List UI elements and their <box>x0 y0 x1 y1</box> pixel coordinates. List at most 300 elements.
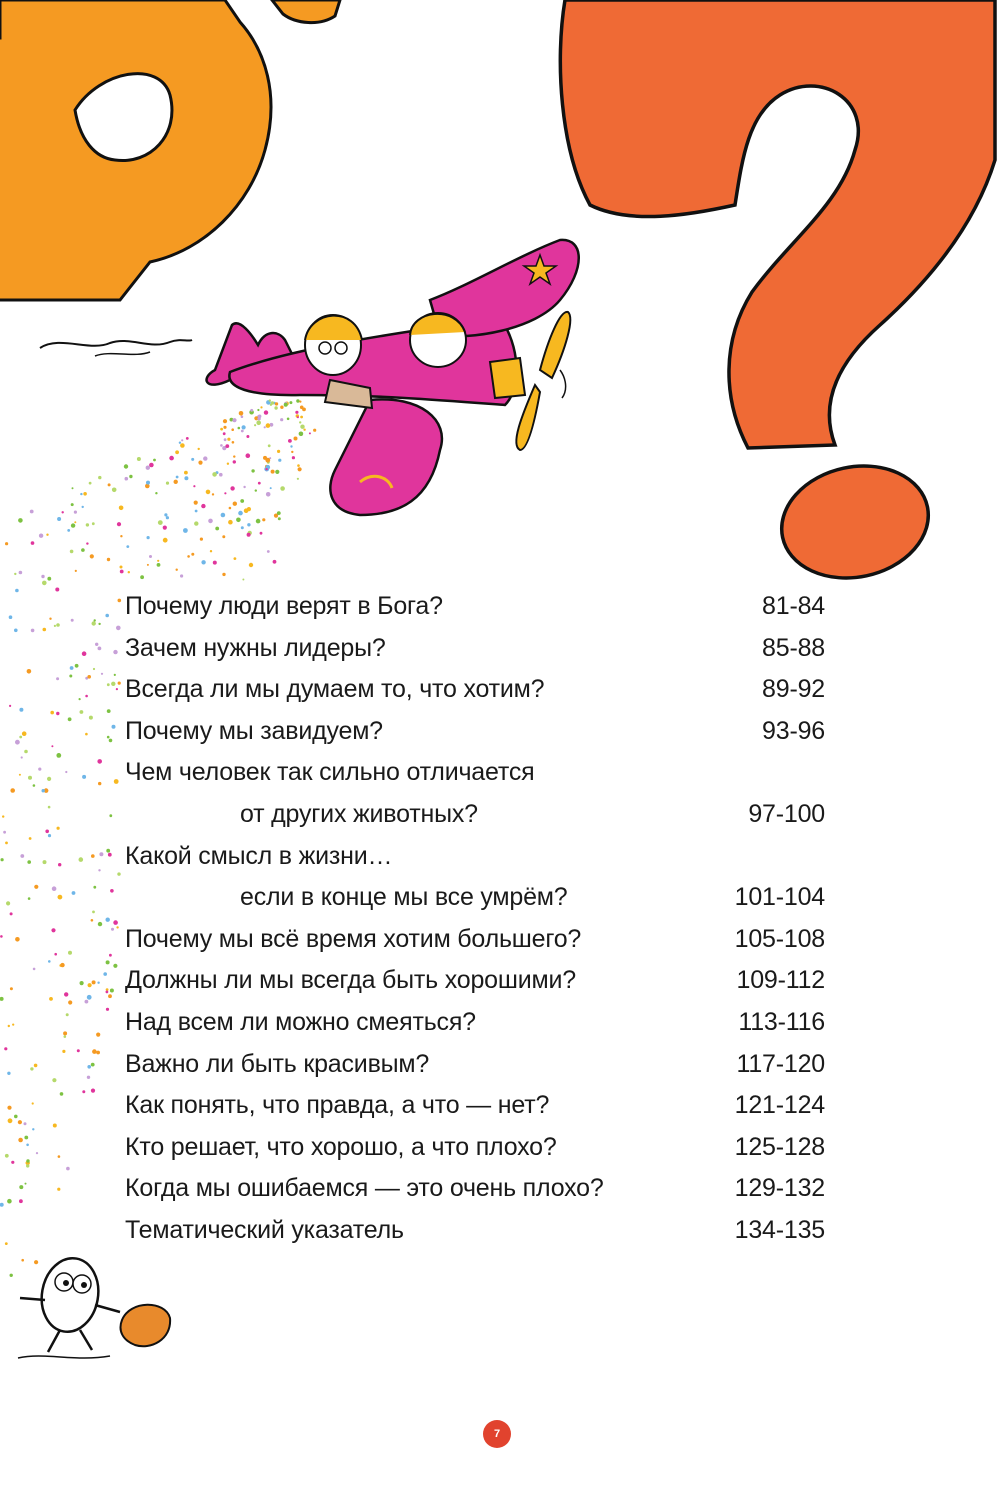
confetti-dot <box>26 1144 29 1147</box>
confetti-dot <box>33 784 36 787</box>
confetti-dot <box>201 504 205 508</box>
confetti-dot <box>47 777 51 781</box>
confetti-dot <box>30 1067 33 1070</box>
confetti-dot <box>257 415 260 418</box>
confetti-dot <box>42 581 47 586</box>
confetti-dot <box>75 570 77 572</box>
confetti-dot <box>118 599 122 603</box>
confetti-dot <box>313 429 316 432</box>
confetti-dot <box>233 460 236 463</box>
confetti-dot <box>72 891 76 895</box>
confetti-dot <box>146 481 150 485</box>
confetti-dot <box>34 885 38 889</box>
confetti-dot <box>288 439 292 443</box>
confetti-dot <box>299 421 301 423</box>
question-mark-icon <box>0 0 340 300</box>
confetti-dot <box>220 444 223 447</box>
toc-entry-continuation: если в конце мы все умрём? <box>240 883 568 912</box>
confetti-dot <box>4 1047 7 1050</box>
confetti-dot <box>30 510 34 514</box>
confetti-dot <box>9 705 11 707</box>
confetti-dot <box>96 1051 100 1055</box>
confetti-dot <box>234 557 237 560</box>
confetti-dot <box>230 418 234 422</box>
confetti-dot <box>231 428 234 431</box>
confetti-dot <box>27 860 31 864</box>
toc-entry <box>125 1127 825 1169</box>
confetti-dot <box>176 476 179 479</box>
confetti-dot <box>264 410 268 414</box>
confetti-dot <box>91 854 95 858</box>
confetti-dot <box>66 1013 69 1016</box>
confetti-dot <box>300 416 303 419</box>
toc-entry <box>125 1002 825 1044</box>
confetti-dot <box>69 675 72 678</box>
confetti-dot <box>155 492 157 494</box>
confetti-dot <box>91 1089 95 1093</box>
confetti-dot <box>275 402 278 405</box>
confetti-dot <box>6 901 10 905</box>
confetti-dot <box>270 404 272 406</box>
confetti-dot <box>264 426 266 428</box>
confetti-dot <box>56 677 59 680</box>
confetti-dot <box>88 983 92 987</box>
confetti-dot <box>33 968 36 971</box>
confetti-dot <box>266 423 271 428</box>
confetti-dot <box>166 482 169 485</box>
confetti-dot <box>80 710 84 714</box>
confetti-dot <box>71 523 75 527</box>
confetti-dot <box>87 675 91 679</box>
confetti-dot <box>63 1031 67 1035</box>
confetti-dot <box>222 535 225 538</box>
confetti-dot <box>241 526 244 529</box>
confetti-dot <box>92 911 95 914</box>
confetti-dot <box>2 815 4 817</box>
confetti-dot <box>263 456 267 460</box>
confetti-dot <box>7 1106 11 1110</box>
toc-entry-title: Всегда ли мы думаем то, что хотим? <box>125 675 545 704</box>
toc-entry <box>125 960 825 1002</box>
confetti-dot <box>201 560 205 564</box>
confetti-dot <box>106 991 109 994</box>
confetti-dot <box>45 830 49 834</box>
toc-entry <box>125 1085 825 1127</box>
confetti-dot <box>47 577 51 581</box>
confetti-dot <box>106 918 110 922</box>
confetti-dot <box>32 1102 34 1104</box>
confetti-dot <box>260 406 262 408</box>
toc-entry-pages: 101-104 <box>734 883 825 912</box>
confetti-dot <box>181 439 183 441</box>
confetti-dot <box>3 831 6 834</box>
confetti-dot <box>258 482 261 485</box>
confetti-dot <box>244 508 249 513</box>
confetti-dot <box>198 448 200 450</box>
confetti-dot <box>58 1155 61 1158</box>
confetti-dot <box>232 441 235 444</box>
confetti-dot <box>140 575 144 579</box>
toc-entry-pages: 85-88 <box>762 633 825 662</box>
confetti-dot <box>46 534 48 536</box>
confetti-dot <box>112 725 116 729</box>
confetti-dot <box>8 1025 10 1027</box>
confetti-dot <box>203 456 207 460</box>
confetti-dot <box>247 507 251 511</box>
toc-entry-pages: 93-96 <box>762 716 825 745</box>
confetti-dot <box>232 418 236 422</box>
confetti-dot <box>0 935 3 938</box>
confetti-dot <box>50 711 54 715</box>
confetti-dot <box>230 486 234 490</box>
toc-entry <box>125 1044 825 1086</box>
confetti-dot <box>7 1072 10 1075</box>
confetti-dot <box>106 849 110 853</box>
confetti-dot <box>220 428 223 431</box>
confetti-dot <box>266 465 271 470</box>
confetti-dot <box>93 886 96 889</box>
confetti-dot <box>21 756 23 758</box>
confetti-dot <box>109 739 113 743</box>
confetti-dot <box>27 669 32 674</box>
confetti-dot <box>109 814 112 817</box>
toc-entry-pages: 89-92 <box>762 675 825 704</box>
confetti-dot <box>147 536 150 539</box>
confetti-dot <box>299 432 304 437</box>
confetti-dot <box>296 414 299 417</box>
confetti-dot <box>111 928 114 931</box>
confetti-dot <box>68 951 72 955</box>
confetti-dot <box>19 1185 23 1189</box>
confetti-dot <box>51 928 55 932</box>
confetti-dot <box>22 731 27 736</box>
toc-entry <box>125 628 825 670</box>
confetti-dot <box>224 492 226 494</box>
confetti-dot <box>98 922 102 926</box>
confetti-dot <box>119 506 124 511</box>
toc-entry-title: Какой смысл в жизни… <box>125 841 393 870</box>
confetti-dot <box>113 964 117 968</box>
confetti-dot <box>82 775 86 779</box>
toc-entry-pages: 129-132 <box>734 1174 825 1203</box>
confetti-dot <box>249 410 254 415</box>
confetti-dot <box>169 456 174 461</box>
confetti-dot <box>62 511 64 513</box>
confetti-dot <box>41 575 44 578</box>
confetti-dot <box>107 709 111 713</box>
confetti-dot <box>284 403 288 407</box>
confetti-dot <box>86 542 88 544</box>
confetti-dot <box>267 461 270 464</box>
confetti-dot <box>303 429 305 431</box>
confetti-dot <box>287 418 290 421</box>
confetti-dot <box>221 513 226 518</box>
confetti-dot <box>19 774 21 776</box>
confetti-dot <box>174 480 178 484</box>
confetti-dot <box>98 647 102 651</box>
confetti-dot <box>277 450 280 453</box>
toc-entry-title: Над всем ли можно смеяться? <box>125 1007 476 1036</box>
confetti-dot <box>289 401 292 404</box>
confetti-dot <box>5 842 8 845</box>
toc-entry-title: Кто решает, что хорошо, а что плохо? <box>125 1132 557 1161</box>
toc-entry <box>125 586 825 628</box>
confetti-dot <box>180 443 185 448</box>
confetti-dot <box>268 444 271 447</box>
confetti-dot <box>242 579 244 581</box>
airplane-illustration <box>40 240 579 515</box>
confetti-dot <box>103 972 107 976</box>
confetti-dot <box>216 471 219 474</box>
confetti-dot <box>7 1199 12 1204</box>
confetti-dot <box>229 507 232 510</box>
confetti-dot <box>112 488 117 493</box>
confetti-dot <box>275 470 279 474</box>
toc-entry-title: Как понять, что правда, а что — нет? <box>125 1091 550 1120</box>
toc-entry <box>125 1210 825 1252</box>
confetti-dot <box>92 980 96 984</box>
confetti-dot <box>269 457 271 459</box>
confetti-dot <box>82 1090 85 1093</box>
confetti-dot <box>246 453 251 458</box>
confetti-dot <box>254 424 256 426</box>
confetti-dot <box>24 750 28 754</box>
confetti-dot <box>227 438 230 441</box>
confetti-dot <box>257 417 260 420</box>
confetti-dot <box>87 1076 90 1079</box>
toc-entry-pages: 125-128 <box>734 1132 825 1161</box>
confetti-dot <box>5 542 8 545</box>
confetti-dot <box>54 953 57 956</box>
confetti-dot <box>68 717 72 721</box>
confetti-dot <box>299 401 301 403</box>
confetti-dot <box>248 531 252 535</box>
confetti-dot <box>129 475 132 478</box>
confetti-dot <box>241 415 244 418</box>
confetti-dot <box>43 628 47 632</box>
confetti-dot <box>92 621 96 625</box>
confetti-dot <box>98 623 100 625</box>
confetti-dot <box>250 409 253 412</box>
confetti-dot <box>18 1138 23 1143</box>
confetti-dot <box>300 433 303 436</box>
confetti-dot <box>194 501 198 505</box>
confetti-dot <box>260 532 263 535</box>
confetti-dot <box>222 446 226 450</box>
confetti-dot <box>118 682 121 685</box>
confetti-dot <box>223 419 227 423</box>
confetti-dot <box>65 771 67 773</box>
confetti-dot <box>280 486 285 491</box>
confetti-dot <box>291 451 293 453</box>
confetti-dot <box>20 854 24 858</box>
confetti-dot <box>14 573 16 575</box>
confetti-dot <box>212 472 217 477</box>
confetti-dot <box>278 517 281 520</box>
confetti-dot <box>194 521 198 525</box>
confetti-dot <box>191 553 194 556</box>
confetti-dot <box>225 444 229 448</box>
confetti-dot <box>70 550 74 554</box>
confetti-dot <box>247 523 250 526</box>
confetti-dot <box>113 650 117 654</box>
confetti-dot <box>147 564 149 566</box>
confetti-dot <box>125 477 129 481</box>
confetti-dot <box>68 1000 72 1004</box>
confetti-dot <box>85 733 88 736</box>
confetti-dot <box>117 872 120 875</box>
confetti-dot <box>198 461 202 465</box>
confetti-dot <box>266 492 271 497</box>
confetti-dot <box>180 574 183 577</box>
confetti-dot <box>83 492 87 496</box>
confetti-dot <box>212 493 214 495</box>
confetti-dot <box>116 626 121 631</box>
confetti-dot <box>110 989 114 993</box>
confetti-dot <box>56 623 60 627</box>
confetti-dot <box>80 493 82 495</box>
confetti-dot <box>71 619 74 622</box>
confetti-dot <box>97 982 99 984</box>
confetti-dot <box>238 511 243 516</box>
confetti-dot <box>28 897 31 900</box>
confetti-dot <box>18 1120 22 1124</box>
confetti-dot <box>255 489 257 491</box>
confetti-dot <box>53 1124 57 1128</box>
confetti-dot <box>271 470 275 474</box>
confetti-dot <box>91 1063 95 1067</box>
confetti-dot <box>296 399 299 402</box>
confetti-dot <box>57 517 61 521</box>
confetti-dot <box>8 1118 13 1123</box>
confetti-dot <box>96 1033 100 1037</box>
confetti-dot <box>57 827 60 830</box>
confetti-dot <box>34 1260 38 1264</box>
confetti-dot <box>75 664 79 668</box>
confetti-dot <box>184 476 188 480</box>
confetti-dot <box>224 438 227 441</box>
confetti-dot <box>15 937 20 942</box>
confetti-dot <box>19 1199 23 1203</box>
confetti-dot <box>278 459 281 462</box>
confetti-dot <box>82 651 87 656</box>
confetti-dot <box>93 668 95 670</box>
confetti-dot <box>280 406 283 409</box>
confetti-dot <box>52 1078 56 1082</box>
confetti-dot <box>280 418 283 421</box>
confetti-dot <box>49 618 51 620</box>
confetti-dot <box>64 1035 67 1038</box>
confetti-dot <box>257 409 259 411</box>
confetti-dot <box>62 1050 65 1053</box>
toc-entry-continuation-row <box>125 794 825 836</box>
confetti-dot <box>99 852 103 856</box>
toc-entry <box>125 919 825 961</box>
confetti-dot <box>38 768 41 771</box>
confetti-dot <box>114 674 116 676</box>
confetti-dot <box>72 487 74 489</box>
confetti-dot <box>264 467 269 472</box>
toc-entry-pages: 121-124 <box>734 1091 825 1120</box>
confetti-dot <box>164 513 167 516</box>
confetti-dot <box>87 995 92 1000</box>
confetti-dot <box>236 518 241 523</box>
confetti-dot <box>117 522 121 526</box>
confetti-dot <box>24 1122 27 1125</box>
confetti-dot <box>106 1008 109 1011</box>
confetti-dot <box>153 459 156 462</box>
toc-entry-pages: 97-100 <box>748 799 825 828</box>
confetti-dot <box>5 1154 9 1158</box>
confetti-dot <box>227 463 229 465</box>
confetti-dot <box>109 954 112 957</box>
toc-entry-pages: 81-84 <box>762 592 825 620</box>
confetti-dot <box>111 682 115 686</box>
confetti-dot <box>15 589 19 593</box>
confetti-dot <box>92 522 95 525</box>
confetti-dot <box>107 736 110 739</box>
confetti-dot <box>71 503 74 506</box>
confetti-dot <box>107 683 110 686</box>
confetti-dot <box>222 573 225 576</box>
toc-entry-pages: 134-135 <box>734 1215 825 1244</box>
confetti-dot <box>270 487 272 489</box>
confetti-dot <box>90 554 94 558</box>
confetti-dot <box>19 708 23 712</box>
toc-entry <box>125 836 825 878</box>
confetti-dot <box>228 520 233 525</box>
confetti-dot <box>149 463 154 468</box>
confetti-dot <box>149 555 152 558</box>
confetti-dot <box>294 437 298 441</box>
confetti-dot <box>26 1159 29 1162</box>
confetti-dot <box>233 455 235 457</box>
toc-entry <box>125 711 825 753</box>
confetti-dot <box>106 960 110 964</box>
confetti-dot <box>52 886 57 891</box>
toc-entry-title: Когда мы ошибаемся — это очень плохо? <box>125 1174 604 1203</box>
confetti-dot <box>18 518 23 523</box>
confetti-dot <box>110 889 114 893</box>
confetti-dot <box>285 402 289 406</box>
confetti-dot <box>58 863 61 866</box>
confetti-dot <box>158 520 163 525</box>
confetti-dot <box>57 1188 60 1191</box>
confetti-dot <box>54 625 56 627</box>
confetti-dot <box>193 485 195 487</box>
confetti-dot <box>70 666 74 670</box>
confetti-dot <box>60 963 64 967</box>
confetti-dot <box>86 523 89 526</box>
confetti-dot <box>26 1164 29 1167</box>
confetti-dot <box>43 860 47 864</box>
toc-entry-pages: 117-120 <box>736 1049 825 1078</box>
confetti-dot <box>146 466 150 470</box>
confetti-dot <box>15 740 20 745</box>
confetti-dot <box>145 484 150 489</box>
confetti-dot <box>19 736 22 739</box>
toc-entry <box>125 669 825 711</box>
confetti-dot <box>105 614 109 618</box>
confetti-dot <box>36 1152 38 1154</box>
confetti-dot <box>251 469 254 472</box>
confetti-dot <box>98 869 100 871</box>
confetti-dot <box>5 1242 8 1245</box>
confetti-dot <box>80 981 84 985</box>
confetti-dot <box>271 401 274 404</box>
confetti-dot <box>277 511 281 515</box>
confetti-dot <box>163 538 168 543</box>
